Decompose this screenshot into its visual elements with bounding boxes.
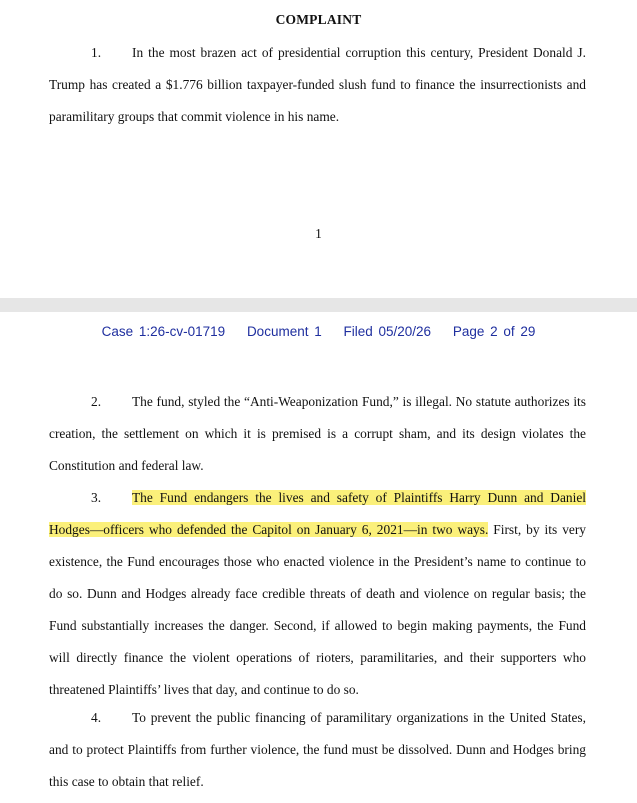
- paragraph-text: The fund, styled the “Anti-Weaponization Fund,” is illegal. No statute authorizes its creation, the settlement on which it is premised is a corrupt sham, and its design violates the Constitution and federal law.: [49, 394, 586, 473]
- page-separator: [0, 298, 637, 312]
- document-page-1: [0, 0, 637, 298]
- paragraph-4: [49, 702, 586, 798]
- page-count: Page 2 of 29: [452, 324, 536, 339]
- page-title: COMPLAINT: [275, 12, 362, 27]
- highlighted-text: The Fund endangers the lives and safety of Plaintiffs Harry Dunn and Daniel Hodges—officers who defended the Capitol on January 6, 2021—in two ways.: [49, 490, 586, 537]
- paragraph-text: To prevent the public financing of paramilitary organizations in the United States, and to protect Plaintiffs from further violence, the fund must be dissolved. Dunn and Hodges bring this case to obtain that relief.: [49, 710, 586, 789]
- filed-date: Filed 05/20/26: [343, 324, 432, 339]
- document-page-2: [0, 312, 637, 803]
- page-number: 1: [315, 226, 322, 241]
- paragraph-2: [49, 386, 586, 482]
- paragraph-3: [49, 482, 586, 706]
- paragraph-number: 3.: [91, 490, 102, 505]
- paragraph-number: 1.: [91, 45, 102, 60]
- case-number: Case 1:26-cv-01719: [101, 324, 226, 339]
- paragraph-number: 4.: [91, 710, 102, 725]
- case-header: [0, 324, 637, 339]
- paragraph-1: [49, 37, 586, 133]
- paragraph-text: In the most brazen act of presidential corruption this century, President Donald J. Trump has created a $1.776 billion taxpayer-funded slush fund to finance the insurrectionists and paramilitary groups that commit violence in his name.: [49, 45, 586, 124]
- document-number: Document 1: [246, 324, 322, 339]
- paragraph-text: First, by its very existence, the Fund encourages those who enacted violence in the President’s name to continue to do so. Dunn and Hodges already face credible threats of death and violence on regular basis; the Fund substantially increases the danger. Second, if allowed to begin making payments, the Fund will directly finance the violent operations of rioters, paramilitaries, and their supporters who threatened Plaintiffs’ lives that day, and continue to do so.: [49, 522, 586, 697]
- paragraph-number: 2.: [91, 394, 102, 409]
